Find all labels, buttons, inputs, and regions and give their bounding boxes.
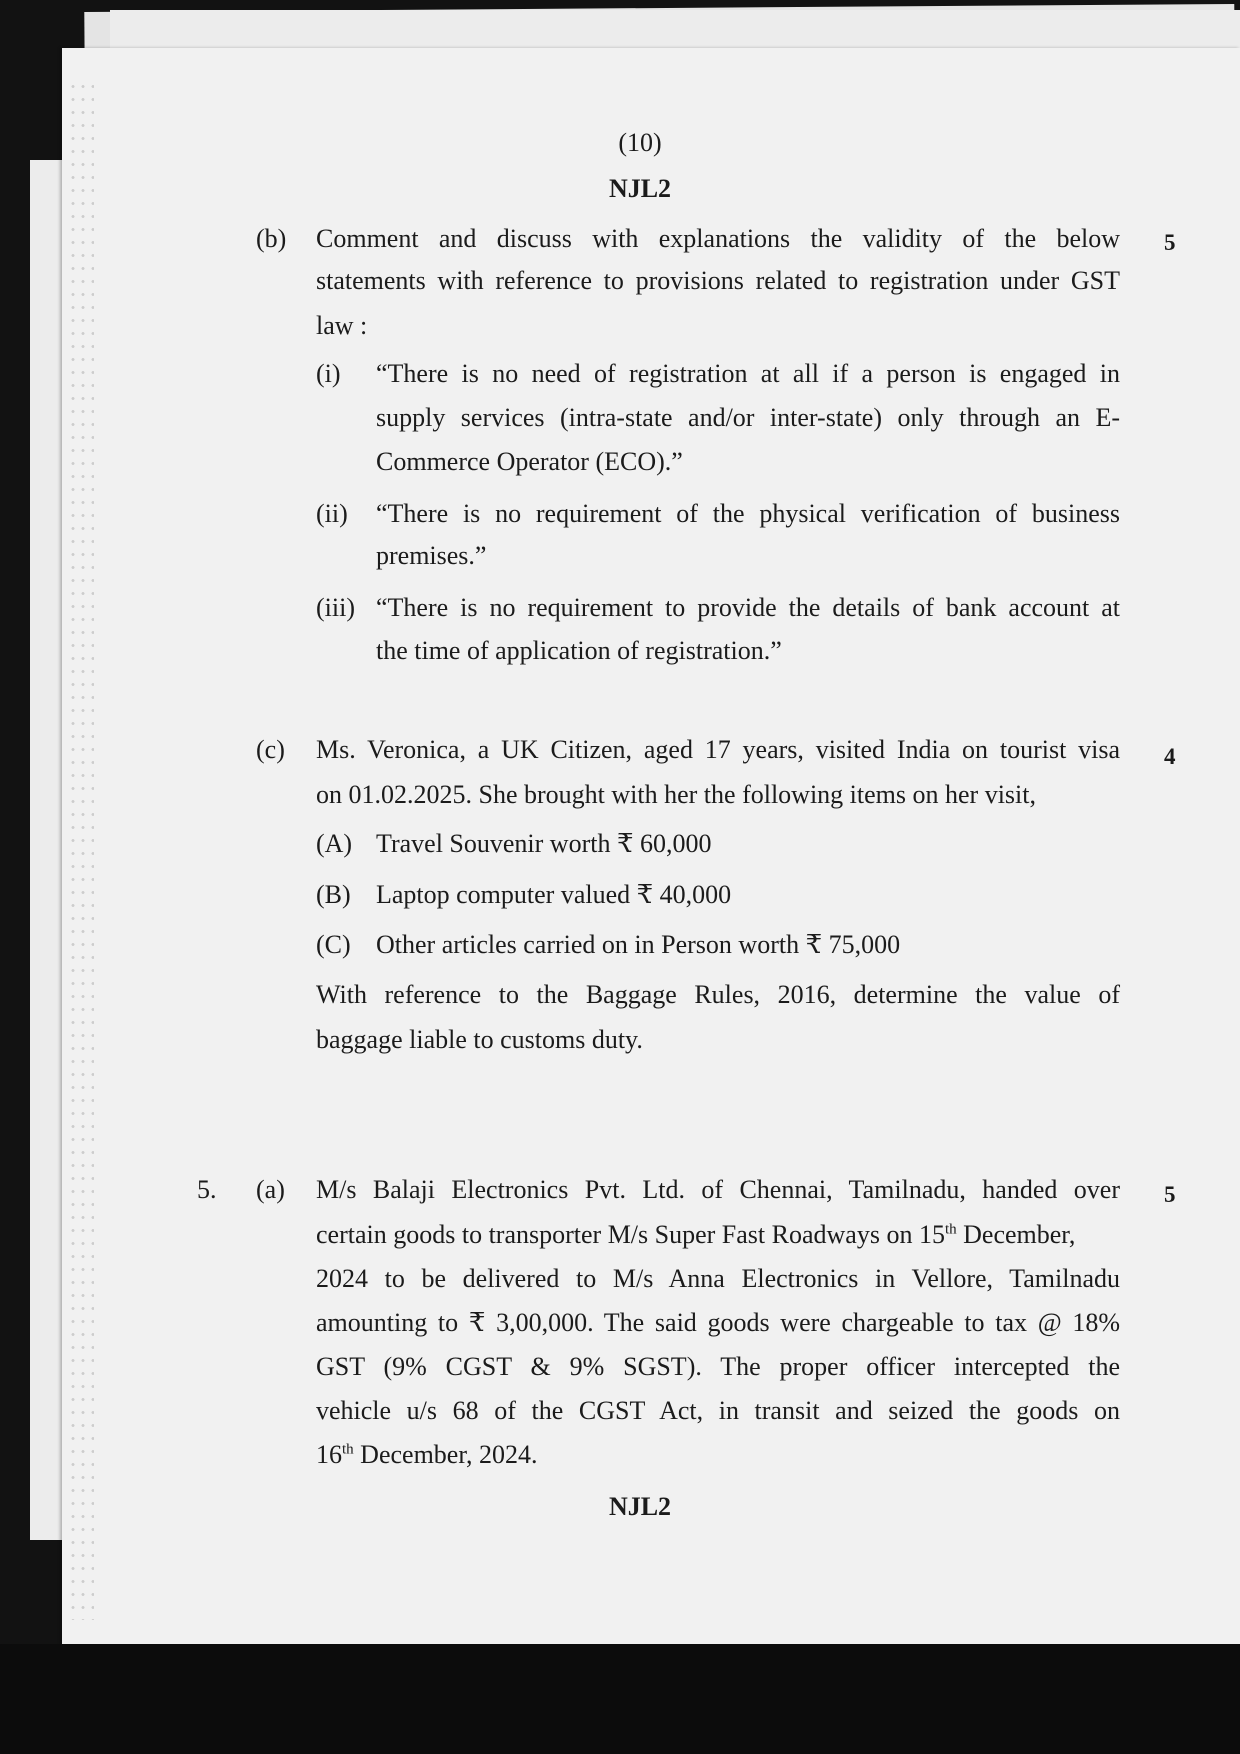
- q4b-item-i-line: Commerce Operator (ECO).”: [376, 447, 683, 476]
- q5a-text-line-7: 16th December, 2024.: [316, 1440, 538, 1469]
- q4c-item-b-text: Laptop computer valued ₹ 40,000: [376, 880, 732, 909]
- perforation-edge: [68, 80, 94, 1620]
- paper-code-footer: NJL2: [608, 1492, 672, 1521]
- q4b-item-i-line: supply services (intra-state and/or inter-state) only through an E-: [376, 403, 1120, 432]
- q4b-label: (b): [256, 224, 287, 253]
- q5a-label: (a): [256, 1175, 285, 1204]
- q5a-line2-text: certain goods to transporter M/s Super Fast Roadways on 15th December,: [316, 1220, 1076, 1249]
- q4b-text-line: statements with reference to provisions related to registration under GST: [316, 266, 1120, 295]
- q5-number: 5.: [197, 1175, 217, 1204]
- q4c-text-line: Ms. Veronica, a UK Citizen, aged 17 years, visited India on tourist visa: [316, 735, 1120, 764]
- q5a-text-line: amounting to ₹ 3,00,000. The said goods were chargeable to tax @ 18%: [316, 1308, 1120, 1337]
- q5a-text-line-2: [316, 1220, 1120, 1250]
- page-number: (10): [618, 128, 662, 157]
- q4c-closing-line: With reference to the Baggage Rules, 2016, determine the value of: [316, 980, 1120, 1009]
- q4b-item-ii-line: premises.”: [376, 541, 487, 570]
- q5a-marks: 5: [1164, 1182, 1176, 1207]
- q4b-item-iii-line: the time of application of registration.”: [376, 636, 782, 665]
- q4c-closing-line: baggage liable to customs duty.: [316, 1025, 643, 1054]
- q4c-item-c-label: (C): [316, 930, 351, 959]
- q4b-item-iii-label: (iii): [316, 593, 355, 622]
- q4c-item-a-label: (A): [316, 829, 353, 858]
- q4b-item-ii-line: “There is no requirement of the physical verification of business: [376, 499, 1120, 528]
- q4b-item-iii-line: “There is no requirement to provide the details of bank account at: [376, 593, 1120, 622]
- q5a-text-line: GST (9% CGST & 9% SGST). The proper officer intercepted the: [316, 1352, 1120, 1381]
- q4b-item-i-line: “There is no need of registration at all if a person is engaged in: [376, 359, 1120, 388]
- q4b-text-line: Comment and discuss with explanations the validity of the below: [316, 224, 1120, 253]
- q4c-label: (c): [256, 735, 285, 764]
- q4b-marks: 5: [1164, 230, 1176, 255]
- q4c-item-a-text: Travel Souvenir worth ₹ 60,000: [376, 829, 712, 858]
- q5a-text-line: vehicle u/s 68 of the CGST Act, in transit and seized the goods on: [316, 1396, 1120, 1425]
- q4c-item-c-text: Other articles carried on in Person worth ₹ 75,000: [376, 930, 901, 959]
- paper-code-header: NJL2: [608, 174, 672, 203]
- scan-bottom-edge: [0, 1644, 1240, 1754]
- q4c-text-line: on 01.02.2025. She brought with her the following items on her visit,: [316, 780, 1036, 809]
- q5a-text-line: 2024 to be delivered to M/s Anna Electronics in Vellore, Tamilnadu: [316, 1264, 1120, 1293]
- q4b-item-ii-label: (ii): [316, 499, 348, 528]
- q5a-text-line: M/s Balaji Electronics Pvt. Ltd. of Chennai, Tamilnadu, handed over: [316, 1175, 1120, 1204]
- q4b-item-i-label: (i): [316, 359, 341, 388]
- q4c-item-b-label: (B): [316, 880, 351, 909]
- q4b-text-line: law :: [316, 311, 368, 340]
- q4c-marks: 4: [1164, 744, 1176, 769]
